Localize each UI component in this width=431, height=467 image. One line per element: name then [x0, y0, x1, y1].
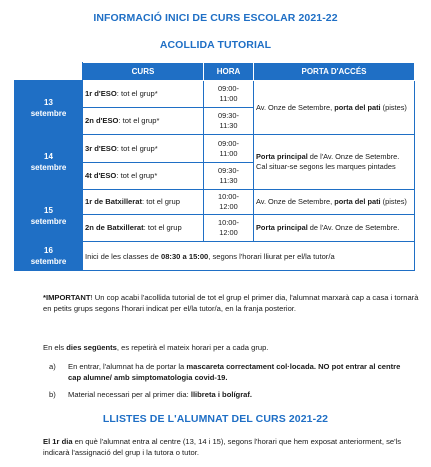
course-name: 2n de Batxillerat — [85, 223, 144, 232]
hour-range: 09:00- 11:00 — [218, 138, 239, 158]
door-text-end: (pistes) — [380, 102, 407, 112]
day-month: setembre — [30, 108, 67, 118]
course-name: 1r d'ESO — [85, 89, 117, 98]
day-month: setembre — [30, 257, 67, 266]
final-note — [43, 436, 423, 458]
document-subtitle: ACOLLIDA TUTORIAL — [159, 39, 272, 51]
course-cell — [83, 81, 204, 108]
door-highlight: Porta principal — [256, 223, 308, 232]
door-text-end: (pistes) — [380, 197, 407, 206]
course-name: 2n d'ESO — [85, 116, 119, 125]
door-text-end: de l'Av. Onze de Setembre. — [307, 223, 400, 232]
list-text-bold: llibreta i bolígraf. — [190, 390, 253, 399]
day-cell — [15, 81, 83, 135]
table-row — [15, 135, 415, 163]
door-cell — [254, 190, 415, 215]
list-item — [49, 361, 413, 383]
day-number: 15 — [44, 205, 53, 215]
header-hour: HORA — [204, 63, 254, 81]
schedule-table — [14, 62, 415, 271]
important-label: *IMPORTANT — [43, 293, 91, 302]
hour-cell — [204, 215, 254, 242]
day-number: 13 — [44, 97, 53, 107]
classes-start-cell — [83, 242, 415, 271]
following-days-bold: dies següents — [66, 343, 117, 352]
course-cell — [83, 135, 204, 163]
hour-range: 09:30- 11:30 — [218, 111, 239, 130]
classes-start-hours: 08:30 a 15:00 — [160, 251, 209, 261]
final-text: en què l'alumnat entra al centre (13, 14 i 15), segons l'horari que hem exposat anteriorment, se'ls indicarà l'assignació del grup i la tutora o tutor. — [43, 437, 402, 457]
door-highlight: porta del pati — [334, 197, 381, 206]
course-group: : tot el grup* — [116, 171, 158, 180]
day-month: setembre — [30, 216, 67, 226]
course-group: : tot el grup* — [116, 89, 158, 98]
hour-cell — [204, 135, 254, 163]
list-text-bold: mascareta correctament col·locada. NO pot entrar al centre cap alumne/ amb simptomatologia covid-19. — [68, 362, 401, 382]
section-title: LLISTES DE L'ALUMNAT DEL CURS 2021-22 — [102, 413, 329, 425]
table-header-row — [15, 63, 415, 81]
day-number: 14 — [44, 152, 53, 161]
door-text: Av. Onze de Setembre, — [256, 197, 335, 206]
course-name: 1r de Batxillerat — [85, 197, 142, 206]
document-title: INFORMACIÓ INICI DE CURS ESCOLAR 2021-22 — [93, 12, 338, 24]
header-corner — [15, 63, 83, 81]
hour-cell — [204, 81, 254, 108]
hour-range: 10:00- 12:00 — [218, 192, 239, 211]
list-marker: b) — [49, 390, 56, 399]
hour-cell — [204, 108, 254, 135]
course-name: 4t d'ESO — [85, 171, 117, 180]
hour-cell — [204, 163, 254, 190]
header-door: PORTA D'ACCÉS — [254, 63, 415, 81]
classes-start-text-end: , segons l'horari lliurat per el/la tutor/a — [208, 251, 335, 261]
list-text: Material necessari per al primer dia: — [68, 390, 191, 399]
course-cell — [83, 215, 204, 242]
table-row — [15, 190, 415, 215]
final-bold: El 1r dia — [43, 437, 73, 446]
hour-range: 09:30- 11:30 — [218, 166, 239, 185]
course-cell — [83, 190, 204, 215]
course-group: : tot el grup* — [118, 116, 160, 125]
list-marker: a) — [49, 362, 56, 371]
list-text: En entrar, l'alumnat ha de portar la — [68, 362, 187, 371]
important-text: ! Un cop acabi l'acollida tutorial de tot el grup el primer dia, l'alumnat marxarà cap a casa i tornarà en petits grups segons l'horari indicat per el/la tutor/a, en la franja posterior. — [43, 293, 419, 313]
course-cell — [83, 108, 204, 135]
classes-start-text: Inici de les classes de — [85, 251, 161, 261]
door-highlight: porta del pati — [334, 102, 381, 112]
important-note — [43, 292, 423, 314]
following-days-note — [43, 342, 423, 353]
course-cell — [83, 163, 204, 190]
hour-cell — [204, 190, 254, 215]
door-text: Av. Onze de Setembre, — [256, 102, 335, 112]
course-group: : tot el grup* — [116, 143, 158, 153]
day-number: 16 — [44, 246, 53, 255]
course-group: : tot el grup — [143, 223, 182, 232]
door-text-end: de l'Av. Onze de Setembre. Cal situar-se segons les marques pintades — [256, 152, 400, 171]
table-row — [15, 242, 415, 271]
list-item — [49, 389, 413, 400]
header-course: CURS — [83, 63, 204, 81]
door-cell — [254, 81, 415, 135]
course-name: 3r d'ESO — [85, 143, 117, 153]
hour-range: 10:00- 12:00 — [218, 218, 239, 237]
day-month: setembre — [30, 163, 67, 172]
door-highlight: Porta principal — [256, 152, 308, 161]
following-days-text-end: , es repetirà el mateix horari per a cada grup. — [116, 343, 269, 352]
following-days-text: En els — [43, 343, 67, 352]
day-cell — [15, 242, 83, 271]
course-group: : tot el grup — [141, 197, 180, 206]
hour-range: 09:00- 11:00 — [218, 84, 239, 103]
day-cell — [15, 135, 83, 190]
day-cell — [15, 190, 83, 242]
table-row — [15, 81, 415, 108]
door-cell — [254, 215, 415, 242]
door-cell — [254, 135, 415, 190]
